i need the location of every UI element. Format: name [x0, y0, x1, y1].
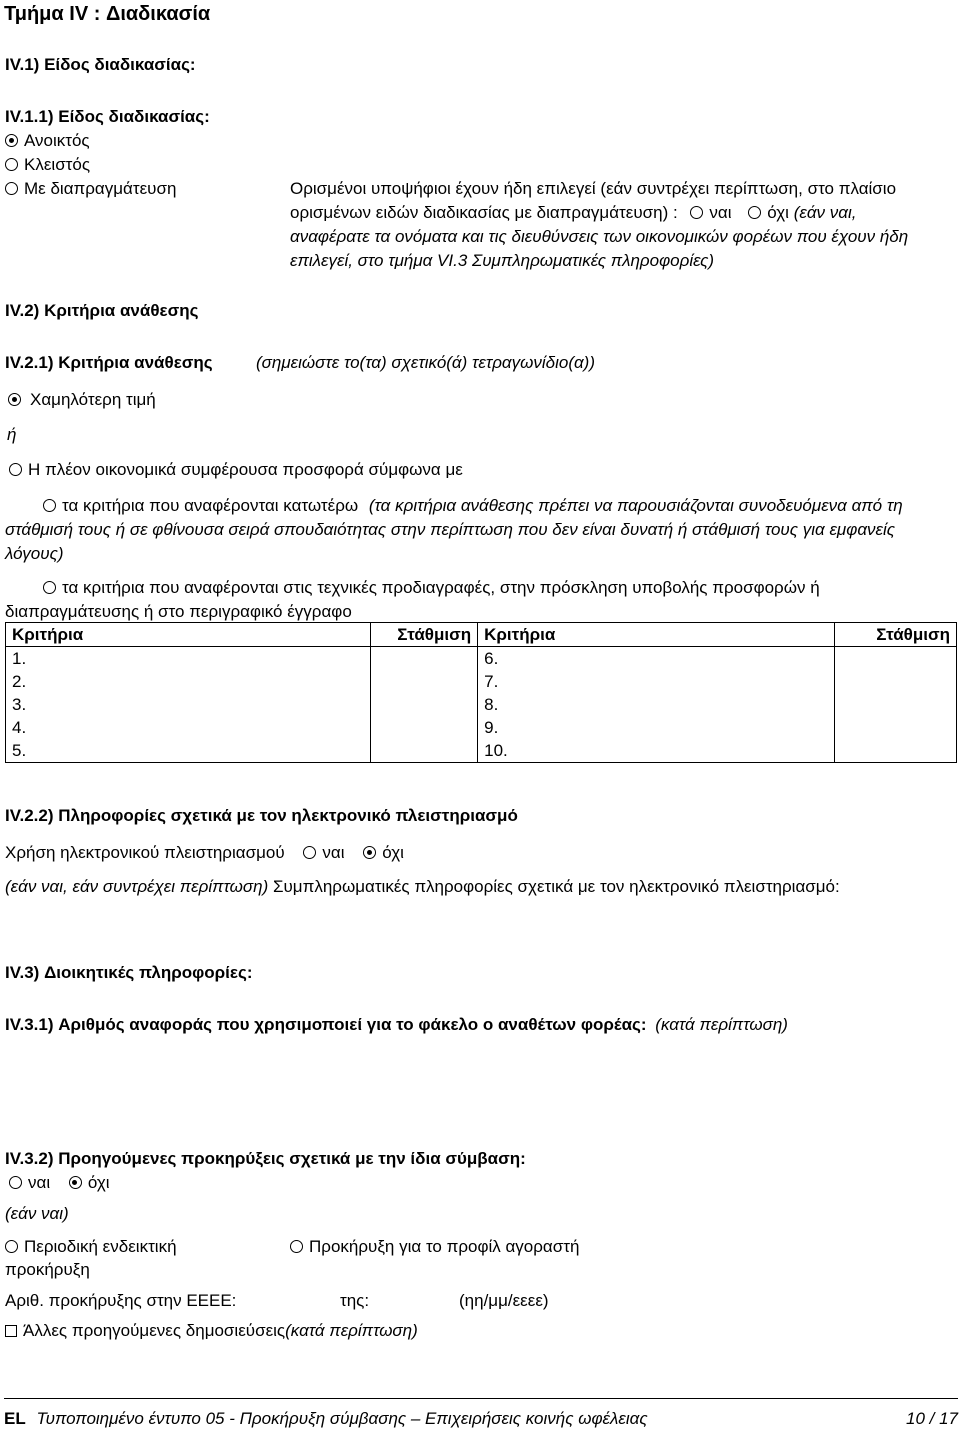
radio-empty-icon[interactable]	[290, 1240, 303, 1253]
of-label: της:	[340, 1291, 370, 1310]
negotiated-note: Ορισμένοι υποψήφιοι έχουν ήδη επιλεγεί (εάν συντρέχει περίπτωση, στο πλαίσιο ορισμένων ειδών διαδικασίας με διαπραγμάτευση) : ναι όχι (εάν ναι, αναφέρατε τα ονόματα και τις διευθύνσεις των οικονομικών φορέων που έχουν ήδη επιλεγεί, στο τμήμα VI.3 Συμπληρωματικές πληροφορίες)	[290, 179, 909, 270]
col-weighting: Στάθμιση	[835, 623, 957, 647]
criteria-below-option: τα κριτήρια που αναφέρονται κατωτέρω (τα κριτήρια ανάθεσης πρέπει να παρουσιάζονται συνοδευόμενα από τη στάθμισή τους ή σε φθίνουσα σειρά σπουδαιότητας στην περίπτωση που δεν είναι δυνατή ή στάθμισή τους για εμφανείς λόγους)	[5, 496, 903, 563]
table-row: 1. 6.	[6, 647, 957, 671]
radio-empty-icon[interactable]	[43, 581, 56, 594]
radio-checked-icon[interactable]	[5, 134, 18, 147]
if-yes-label: (εάν ναι)	[5, 1204, 69, 1223]
iv1-1-heading: IV.1.1) Είδος διαδικασίας:	[5, 107, 210, 126]
table-row: 3. 8.	[6, 693, 957, 716]
radio-empty-icon[interactable]	[690, 206, 703, 219]
criteria-table	[5, 622, 957, 763]
iv2-1-note: (σημειώστε το(τα) σχετικό(ά) τετραγωνίδιο(α))	[256, 353, 596, 372]
or-label: ή	[7, 425, 17, 444]
radio-empty-icon[interactable]	[9, 1176, 22, 1189]
auction-note: (εάν ναι, εάν συντρέχει περίπτωση) Συμπληρωματικές πληροφορίες σχετικά με τον ηλεκτρονικό πλειστηριασμό:	[5, 877, 840, 896]
radio-checked-icon[interactable]	[363, 846, 376, 859]
option-open[interactable]: Ανοικτός	[5, 131, 90, 151]
table-header-row	[6, 623, 957, 647]
radio-checked-icon[interactable]	[69, 1176, 82, 1189]
col-weighting: Στάθμιση	[370, 623, 477, 647]
option-negotiated[interactable]: Με διαπραγμάτευση	[5, 179, 176, 199]
option-periodic[interactable]: Περιοδική ενδεικτική προκήρυξη	[5, 1237, 177, 1279]
radio-empty-icon[interactable]	[5, 158, 18, 171]
iv2-2-heading: IV.2.2) Πληροφορίες σχετικά με τον ηλεκτρονικό πλειστηριασμό	[5, 806, 518, 825]
option-restricted[interactable]: Κλειστός	[5, 155, 90, 175]
radio-empty-icon[interactable]	[748, 206, 761, 219]
table-row: 4. 9.	[6, 716, 957, 739]
iv3-1-row: IV.3.1) Αριθμός αναφοράς που χρησιμοποιεί για το φάκελο ο αναθέτων φορέας: (κατά περίπτωση)	[5, 1015, 788, 1034]
radio-empty-icon[interactable]	[303, 846, 316, 859]
section-title: Τμήμα IV : Διαδικασία	[4, 3, 211, 25]
iv1-heading: IV.1) Είδος διαδικασίας:	[5, 55, 196, 74]
iv2-1-heading: IV.2.1) Κριτήρια ανάθεσης	[5, 353, 213, 372]
radio-empty-icon[interactable]	[5, 1240, 18, 1253]
col-criteria: Κριτήρια	[6, 623, 371, 647]
option-lowest-price[interactable]: Χαμηλότερη τιμή	[8, 390, 156, 410]
criteria-specs-option: τα κριτήρια που αναφέρονται στις τεχνικές προδιαγραφές, στην πρόσκληση υποβολής προσφορών ή διαπραγμάτευσης ή στο περιγραφικό έγγραφο	[5, 578, 820, 621]
oj-number-label: Αριθ. προκήρυξης στην ΕΕΕΕ:	[5, 1291, 237, 1310]
option-buyer-profile[interactable]: Προκήρυξη για το προφίλ αγοραστή	[290, 1237, 579, 1257]
page-footer	[4, 1398, 958, 1429]
col-criteria: Κριτήρια	[478, 623, 835, 647]
table-row: 2. 7.	[6, 670, 957, 693]
iv3-2-heading: IV.3.2) Προηγούμενες προκηρύξεις σχετικά με την ίδια σύμβαση:	[5, 1149, 526, 1168]
iv3-heading: IV.3) Διοικητικές πληροφορίες:	[5, 963, 253, 982]
table-row: 5. 10.	[6, 739, 957, 763]
checkbox-icon[interactable]	[5, 1325, 17, 1337]
option-other-prev[interactable]: Άλλες προηγούμενες δημοσιεύσεις(κατά περίπτωση)	[5, 1321, 418, 1341]
footer-lang: EL	[4, 1409, 26, 1428]
radio-checked-icon[interactable]	[8, 393, 21, 406]
radio-empty-icon[interactable]	[5, 182, 18, 195]
option-meat[interactable]: Η πλέον οικονομικά συμφέρουσα προσφορά σύμφωνα με	[9, 460, 463, 480]
prev-notices-row: ναι όχι	[9, 1173, 110, 1193]
radio-empty-icon[interactable]	[9, 463, 22, 476]
date-format-label: (ηη/μμ/εεεε)	[459, 1291, 549, 1310]
iv2-heading: IV.2) Κριτήρια ανάθεσης	[5, 301, 199, 320]
auction-row: Χρήση ηλεκτρονικού πλειστηριασμού ναι όχι	[5, 843, 404, 862]
radio-empty-icon[interactable]	[43, 499, 56, 512]
page-number: 10 / 17	[906, 1409, 958, 1428]
footer-text: Τυποποιημένο έντυπο 05 - Προκήρυξη σύμβασης – Επιχειρήσεις κοινής ωφέλειας	[36, 1409, 648, 1428]
